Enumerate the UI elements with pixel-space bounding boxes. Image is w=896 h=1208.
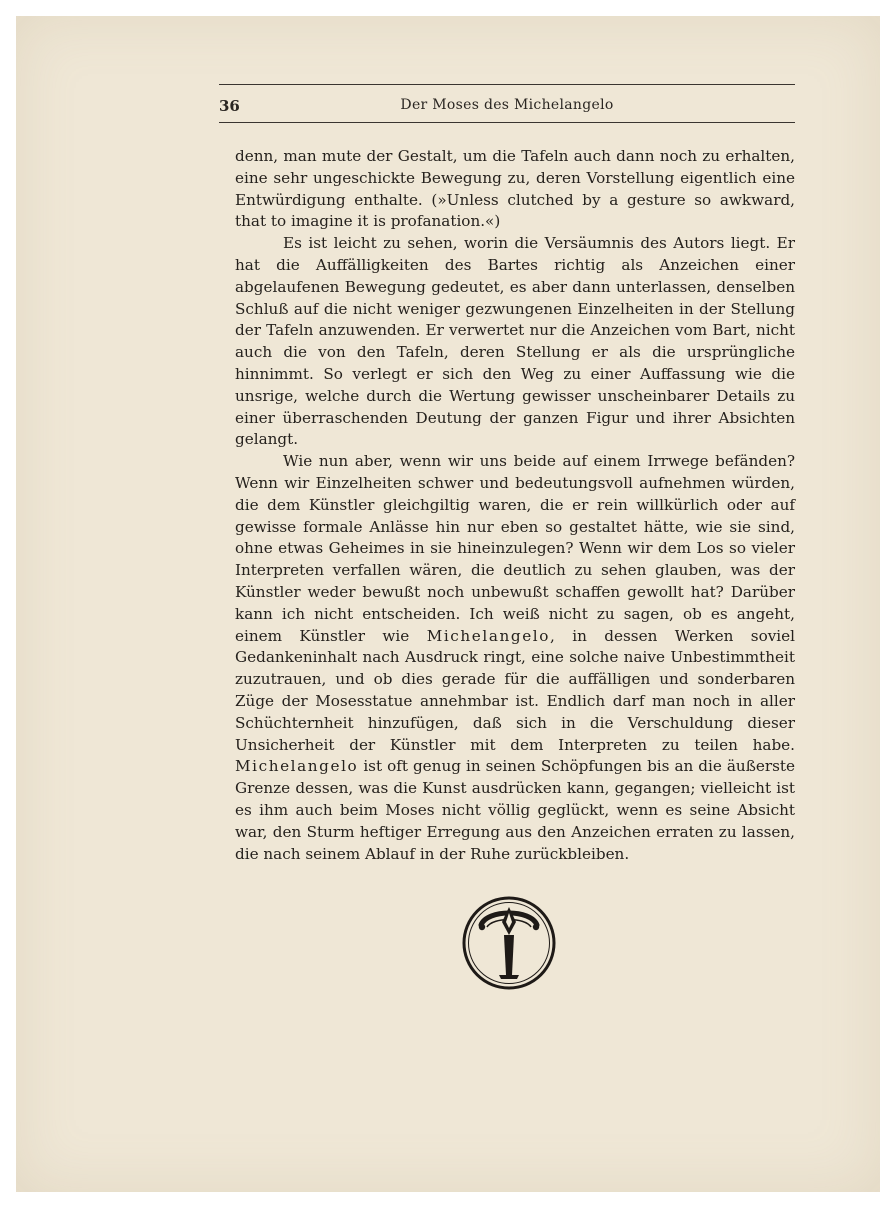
name-michelangelo-1: Michelangelo: [426, 626, 550, 645]
running-header: [219, 84, 795, 128]
header-rule-top: [219, 84, 795, 85]
name-michelangelo-2: Michelangelo: [235, 757, 359, 776]
body-text: [235, 146, 795, 865]
paragraph-2: Es ist leicht zu sehen, worin die Versäumnis des Autors liegt. Er hat die Auffälligkeiten des Bartes richtig als Anzeichen einer abgelaufenen Bewegung gedeutet, es aber dann unterlassen, denselben Schluß auf die nicht weniger gezwungenen Einzelheiten in der Stellung der Tafeln anzuwenden. Er verwertet nur die Anzeichen vom Bart, nicht auch die von den Tafeln, deren Stellung er als die ursprüngliche hinnimmt. So verlegt er sich den Weg zu einer Auffassung wie die unsrige, welche durch die Wertung gewisser unscheinbarer Details zu einer überraschenden Deutung der ganzen Figur und ihrer Absichten gelangt.: [235, 234, 795, 449]
publisher-vignette-icon: [461, 895, 557, 991]
paragraph-3: [235, 451, 795, 865]
paragraph-3-part-1: Wie nun aber, wenn wir uns beide auf einem Irrwege befänden? Wenn wir Einzelheiten schwer und bedeutungsvoll aufnehmen würden, die dem Künstler gleichgiltig waren, die er rein willkürlich oder auf gewisse formale Anlässe hin nur eben so gestaltet hätte, wie sie sind, ohne etwas Geheimes in sie hineinzulegen? Wenn wir dem Los so vieler Interpreten verfallen wären, die deutlich zu sehen glauben, was der Künstler weder bewußt noch unbewußt schaffen gewollt hat? Darüber kann ich nicht entscheiden. Ich weiß nicht zu sagen, ob es angeht, einem Künstler wie: [235, 452, 795, 645]
paragraph-3-part-2: , in dessen Werken soviel Gedankeninhalt nach Ausdruck ringt, eine solche naive Unbestimmtheit zuzutrauen, und ob dies gerade für die auffälligen und sonderbaren Züge der Mosesstatue annehmbar ist. Endlich darf man noch in aller Schüchternheit hinzufügen, daß sich in die Verschuldung dieser Unsicherheit der Künstler mit dem Interpreten zu teilen habe.: [235, 626, 796, 754]
paragraph-3-part-3: ist oft genug in seinen Schöpfungen bis an die äußerste Grenze dessen, was die Kunst ausdrücken kann, gegangen; vielleicht ist es ihm auch beim Moses nicht völlig geglückt, wenn es seine Absicht war, den Sturm heftiger Erregung aus den Anzeichen erraten zu lassen, die nach seinem Ablauf in der Ruhe zurückbleiben.: [235, 757, 795, 863]
paragraph-1: denn, man mute der Gestalt, um die Tafeln auch dann noch zu erhalten, eine sehr ungeschickte Bewegung zu, deren Vorstellung eigentlich eine Entwürdigung enthalte. (»Unless clutched by a gesture so awkward, that to imagine it is profanation.«): [235, 147, 795, 231]
page-number: 36: [219, 97, 240, 115]
header-rule-bottom: [219, 122, 795, 123]
running-title: Der Moses des Michelangelo: [400, 97, 614, 113]
